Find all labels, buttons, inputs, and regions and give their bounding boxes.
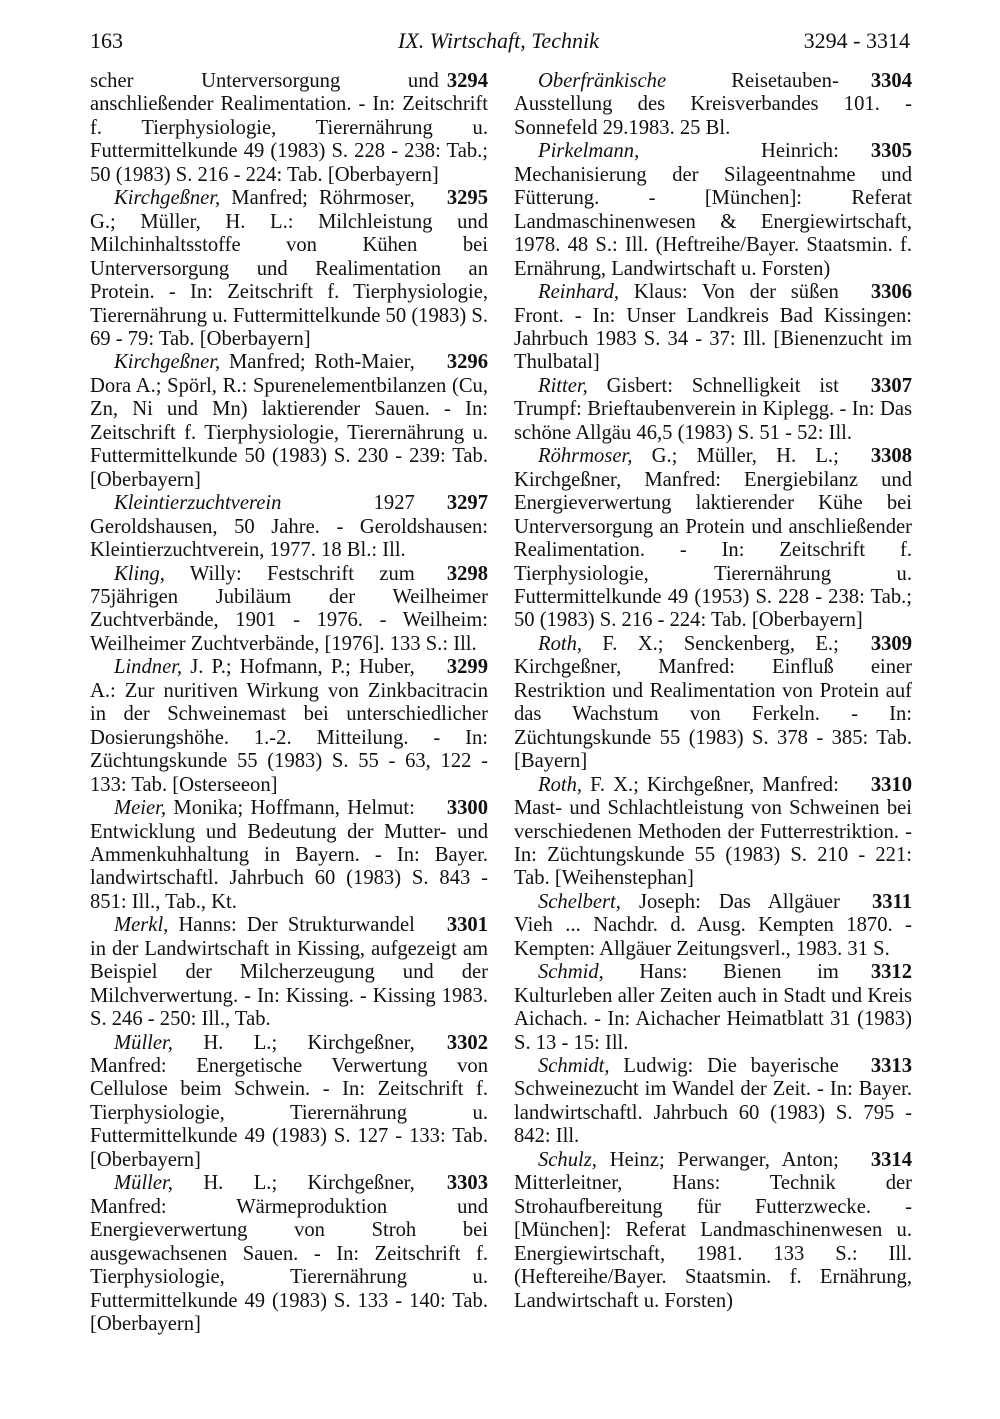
left-column [90, 70, 488, 1336]
entry-number: 3299 [446, 656, 488, 679]
bibliography-entry [90, 797, 488, 914]
entry-number: 3314 [870, 1148, 912, 1171]
entry-number: 3300 [446, 797, 488, 820]
entry-author: Schmid, [538, 961, 604, 984]
entry-number: 3296 [446, 351, 488, 374]
entry-number: 3311 [871, 890, 912, 913]
bibliography-entry [90, 351, 488, 492]
entry-text: J. P.; Hofmann, P.; Huber, A.: Zur nuritiven Wirkung von Zinkbacitracin in der Schweinemast bei unterschiedlicher Dosierungshöhe. 1.-2. Mitteilung. - In: Züchtungskunde 55 (1983) S. 55 - 63, 122 - 133: Tab. [Osterseeon] [90, 656, 488, 796]
entry-author: Röhrmoser, [538, 445, 633, 468]
entry-author: Kirchgeßner, [114, 187, 221, 210]
entry-number: 3309 [870, 632, 912, 655]
entry-number: 3294 [446, 70, 488, 92]
entry-range: 3294 - 3314 [803, 28, 910, 53]
entry-author: Ritter, [538, 374, 588, 397]
entry-number: 3302 [446, 1031, 488, 1054]
entry-author: Kleintierzuchtverein [114, 492, 282, 515]
entry-text: G.; Müller, H. L.; Kirchgeßner, Manfred: Energiebilanz und Energieverwertung laktierender Kühe bei Unterversorgung an Protein und anschließender Realimentation. - In: Zeitschrift f. Tierphysiologie, Tierernährung u. Futtermittelkunde 49 (1953) S. 228 - 238: Tab.; 50 (1983) S. 216 - 224: Tab. [Oberbayern] [514, 445, 912, 632]
entry-author: Schmidt, [538, 1055, 610, 1078]
entry-text: Willy: Festschrift zum 75jährigen Jubiläum der Weilheimer Zuchtverbände, 1901 - 1976. - Weilheim: Weilheimer Zuchtverbände, [1976]. 133 S.: Ill. [90, 562, 488, 655]
entry-number: 3305 [870, 140, 912, 163]
entry-text: 1927 Geroldshausen, 50 Jahre. - Geroldshausen: Kleintierzuchtverein, 1977. 18 Bl.: Ill. [90, 492, 488, 562]
entry-number: 3306 [870, 281, 912, 304]
entry-text: Heinrich: Mechanisierung der Silageentnahme und Fütterung. - [München]: Referat Landmaschinenwesen & Energiewirtschaft, 1978. 48 S.: Ill. (Heftreihe/Bayer. Staatsmin. f. Ernährung, Landwirtschaft u. Forsten) [514, 140, 912, 280]
bibliography-entry [90, 656, 488, 797]
entry-number: 3308 [870, 445, 912, 468]
entry-text: F. X.; Senckenberg, E.; Kirchgeßner, Manfred: Einfluß einer Restriktion und Realimentation von Protein auf das Wachstum von Ferkeln. - In: Züchtungskunde 55 (1983) S. 378 - 385: Tab. [Bayern] [514, 632, 912, 773]
entry-author: Merkl, [114, 914, 169, 937]
entry-text: H. L.; Kirchgeßner, Manfred: Energetische Verwertung von Cellulose beim Schwein. - In: Zeitschrift f. Tierphysiologie, Tierernährung u. Futtermittelkunde 49 (1983) S. 127 - 133: Tab. [Oberbayern] [90, 1031, 488, 1171]
bibliography-entry [90, 1172, 488, 1336]
entry-author: Roth, [538, 773, 583, 796]
bibliography-entry [90, 563, 488, 657]
entry-number: 3312 [870, 961, 912, 984]
bibliography-entry [90, 914, 488, 1031]
bibliography-entry [90, 70, 488, 187]
bibliography-entry [514, 774, 912, 891]
entry-number: 3307 [870, 374, 912, 397]
entry-author: Kirchgeßner, [114, 351, 221, 374]
entry-number: 3301 [446, 914, 488, 937]
bibliography-entry [514, 1055, 912, 1149]
page-number: 163 [90, 28, 123, 53]
section-title: IX. Wirtschaft, Technik [398, 28, 599, 53]
bibliography-entry [90, 1032, 488, 1173]
entry-author: Müller, [114, 1172, 173, 1195]
entry-author: Pirkelmann, [538, 140, 640, 163]
entry-number: 3295 [446, 187, 488, 210]
bibliography-entry [90, 187, 488, 351]
entry-text: Joseph: Das Allgäuer Vieh ... Nachdr. d. Ausg. Kempten 1870. - Kempten: Allgäuer Zeitungsverl., 1983. 31 S. [514, 890, 912, 960]
entry-author: Müller, [114, 1031, 173, 1054]
entry-author: Roth, [538, 632, 583, 655]
entry-text: Manfred; Roth-Maier, Dora A.; Spörl, R.: Spurenelementbilanzen (Cu, Zn, Ni und Mn) laktierender Sauen. - In: Zeitschrift f. Tierphysiologie, Tierernährung u. Futtermittelkunde 50 (1983) S. 230 - 239: Tab. [Oberbayern] [90, 351, 488, 491]
bibliography-entry [90, 492, 488, 562]
bibliography-entry [514, 445, 912, 633]
entry-text: Hans: Bienen im Kulturleben aller Zeiten auch in Stadt und Kreis Aichach. - In: Aichacher Heimatblatt 31 (1983) S. 13 - 15: Ill. [514, 961, 912, 1054]
bibliography-entry [514, 70, 912, 140]
entry-text: Reisetauben-Ausstellung des Kreisverbandes 101. - Sonnefeld 29.1983. 25 Bl. [514, 70, 912, 139]
bibliography-entry [514, 961, 912, 1055]
entry-author: Oberfränkische [538, 70, 667, 92]
entry-author: Reinhard, [538, 281, 620, 304]
entry-number: 3313 [870, 1055, 912, 1078]
entry-text: Gisbert: Schnelligkeit ist Trumpf: Brieftaubenverein in Kiplegg. - In: Das schöne Allgäu 46,5 (1983) S. 51 - 52: Ill. [514, 374, 912, 444]
bibliography-entry [514, 633, 912, 774]
entry-author: Kling, [114, 562, 165, 585]
entry-number: 3303 [446, 1172, 488, 1195]
entry-author: Schelbert, [538, 890, 621, 913]
entry-text: Ludwig: Die bayerische Schweinezucht im Wandel der Zeit. - In: Bayer. landwirtschaftl. Jahrbuch 60 (1983) S. 795 - 842: Ill. [514, 1055, 912, 1148]
bibliography-entry [514, 375, 912, 445]
bibliography-entry [514, 1149, 912, 1313]
entry-number: 3304 [870, 70, 912, 92]
bibliography-entry [514, 140, 912, 281]
entry-text: Hanns: Der Strukturwandel in der Landwirtschaft in Kissing, aufgezeigt am Beispiel der Milcherzeugung und der Milchverwertung. - In: Kissing. - Kissing 1983. S. 246 - 250: Ill., Tab. [90, 914, 488, 1031]
entry-text: F. X.; Kirchgeßner, Manfred: Mast- und Schlachtleistung von Schweinen bei verschiedenen Methoden der Futterrestriktion. - In: Züchtungskunde 55 (1983) S. 210 - 221: Tab. [Weihenstephan] [514, 773, 912, 890]
bibliography-entry [514, 891, 912, 961]
entry-author: Meier, [114, 797, 167, 820]
right-column [514, 70, 912, 1313]
entry-text: Monika; Hoffmann, Helmut: Entwicklung und Bedeutung der Mutter- und Ammenkuhhaltung in Bayern. - In: Bayer. landwirtschaftl. Jahrbuch 60 (1983) S. 843 - 851: Ill., Tab., Kt. [90, 797, 488, 913]
entry-author: Lindner, [114, 656, 183, 679]
entry-text: Heinz; Perwanger, Anton; Mitterleitner, Hans: Technik der Strohaufbereitung für Futterzwecke. - [München]: Referat Landmaschinenwesen u. Energiewirtschaft, 1981. 133 S.: Ill. (Heftereihe/Bayer. Staatsmin. f. Ernährung, Landwirtschaft u. Forsten) [514, 1148, 912, 1312]
bibliography-entry [514, 281, 912, 375]
entry-text: Manfred; Röhrmoser, G.; Müller, H. L.: Milchleistung und Milchinhaltsstoffe von Kühen bei Unterversorgung und Realimentation an Protein. - In: Zeitschrift f. Tierphysiologie, Tierernährung u. Futtermittelkunde 50 (1983) S. 69 - 79: Tab. [Oberbayern] [90, 187, 488, 350]
entry-text: scher Unterversorgung und anschließender Realimentation. - In: Zeitschrift f. Tierphysiologie, Tierernährung u. Futtermittelkunde 49 (1983) S. 228 - 238: Tab.; 50 (1983) S. 216 - 224: Tab. [Oberbayern] [90, 70, 488, 186]
entry-number: 3297 [446, 492, 488, 515]
entry-author: Schulz, [538, 1148, 597, 1171]
entry-text: H. L.; Kirchgeßner, Manfred: Wärmeproduktion und Energieverwertung von Stroh bei ausgewachsenen Sauen. - In: Zeitschrift f. Tierphysiologie, Tierernährung u. Futtermittelkunde 49 (1983) S. 133 - 140: Tab. [Oberbayern] [90, 1172, 488, 1336]
entry-text: Klaus: Von der süßen Front. - In: Unser Landkreis Bad Kissingen: Jahrbuch 1983 S. 34 - 37: Ill. [Bienenzucht im Thulbatal] [514, 281, 912, 374]
entry-number: 3298 [446, 562, 488, 585]
page-header [0, 20, 1000, 60]
entry-number: 3310 [870, 773, 912, 796]
